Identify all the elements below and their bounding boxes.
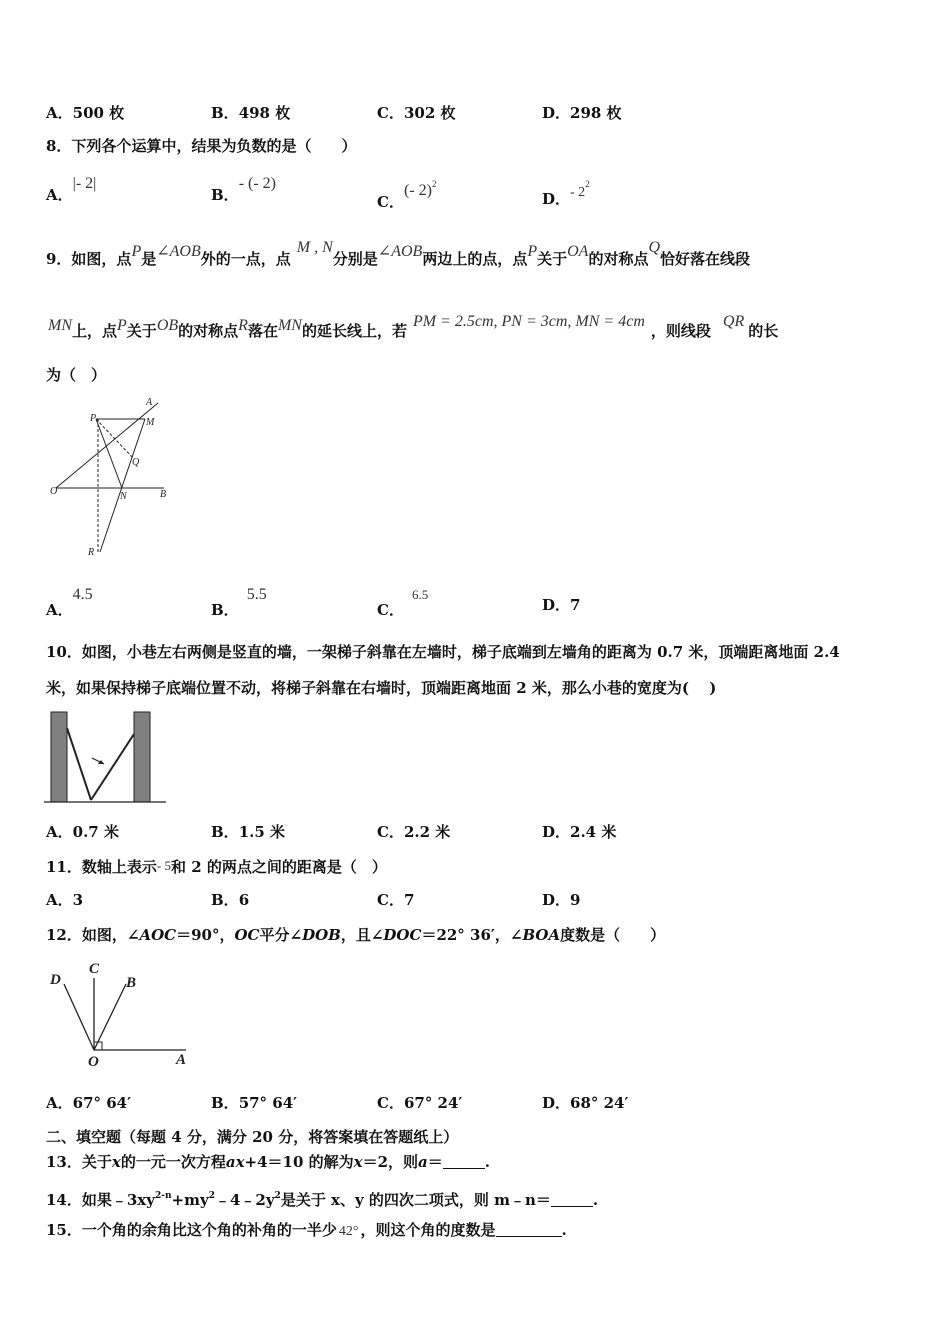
q7-option-d: D．298 枚 [542, 104, 622, 122]
q8-stem: 8．下列各个运算中，结果为负数的是（ ） [46, 137, 357, 155]
q7-option-b: B．498 枚 [211, 104, 291, 122]
label-a: A [176, 1052, 187, 1068]
segment-rm [100, 419, 145, 552]
q11-option-b: B．6 [211, 891, 250, 909]
q8-option-b: B．- (- 2) [211, 175, 276, 204]
q15-answer-blank[interactable] [496, 1222, 562, 1237]
q7-option-a: A．500 枚 [46, 104, 125, 122]
ladder-right [91, 734, 134, 800]
q12-stem: 12．如图，∠AOC＝90°，OC平分∠DOB，且∠DOC＝22° 36′，∠BOA度数是（ ） [46, 926, 666, 944]
q14-answer-blank[interactable] [551, 1192, 593, 1207]
q10-option-c: C．2.2 米 [377, 823, 451, 841]
ray-ob [94, 984, 126, 1050]
label-b: B [126, 975, 137, 991]
label-c: C [89, 961, 100, 977]
q10-option-b: B．1.5 米 [211, 823, 286, 841]
label-q: Q [132, 457, 140, 468]
q13-stem: 13．关于x的一元一次方程ax+4＝10 的解为x＝2，则a＝ . [46, 1153, 490, 1171]
label-n: N [120, 491, 127, 502]
q9-figure [46, 395, 176, 560]
ray-od [64, 984, 94, 1050]
label-p: P [90, 413, 97, 424]
section-2-heading: 二、填空题（每题 4 分，满分 20 分，将答案填在答题纸上） [46, 1128, 459, 1146]
q10-figure [44, 710, 168, 806]
q8-option-d: D．- $2^2$ [542, 179, 590, 208]
label-o: O [50, 486, 58, 497]
q12-option-d: D．68° 24′ [542, 1094, 629, 1112]
q14-stem: 14．如果$﹣3xy^{2-n}+my^2﹣4﹣2y^2$是关于 x、y 的四次二项式，则 m﹣n＝ . [46, 1191, 599, 1209]
q9-line3: 为（ ） [46, 366, 107, 384]
q8-option-a: A．|- 2| [46, 175, 97, 204]
q11-option-d: D．9 [542, 891, 581, 909]
q10-option-d: D．2.4 米 [542, 823, 617, 841]
q10-line2: 米，如果保持梯子底端位置不动，将梯子斜靠在右墙时，顶端距离地面 2 米，那么小巷的宽度为( ) [46, 679, 717, 697]
label-r: R [88, 547, 95, 558]
segment-pq-dashed [96, 419, 134, 459]
q9-line2: MN上，点P关于OB的对称点R落在MN的延长线上，若PM = 2.5cm, PN = 3cm, MN = 4cm，则线段QR的长 [48, 313, 779, 340]
label-a: A [146, 397, 153, 408]
right-wall [134, 712, 150, 802]
ray-oa [56, 403, 158, 488]
q8-option-c: C．(- 2)$^2$ [377, 179, 437, 211]
q11-option-a: A．3 [46, 891, 84, 909]
q10-option-a: A．0.7 米 [46, 823, 119, 841]
label-b: B [160, 489, 167, 500]
q12-option-c: C．67° 24′ [377, 1094, 463, 1112]
left-wall [51, 712, 67, 802]
q11-stem: 11．数轴上表示- 5和 2 的两点之间的距离是（ ） [46, 858, 387, 876]
q9-option-a: A．4.5 [46, 586, 93, 619]
q10-line1: 10．如图，小巷左右两侧是竖直的墙，一架梯子斜靠在左墙时，梯子底端到左墙角的距离为 0.7 米，顶端距离地面 2.4 [46, 643, 840, 661]
q12-option-a: A．67° 64′ [46, 1094, 132, 1112]
q9-line1: 9．如图，点P是∠AOB外的一点，点M , N分别是∠AOB两边上的点，点P关于OA的对称点Q恰好落在线段 [46, 239, 751, 268]
q9-option-d: D．7 [542, 596, 581, 614]
q11-option-c: C．7 [377, 891, 415, 909]
q7-option-c: C．302 枚 [377, 104, 456, 122]
q12-option-b: B．57° 64′ [211, 1094, 298, 1112]
q15-stem: 15．一个角的余角比这个角的补角的一半少 42° ，则这个角的度数是 . [46, 1221, 567, 1239]
q9-option-c: C．6.5 [377, 587, 429, 619]
q9-option-b: B．5.5 [211, 586, 267, 619]
segment-pn [96, 419, 122, 488]
label-o: O [88, 1054, 99, 1070]
q13-answer-blank[interactable] [443, 1154, 485, 1169]
q12-figure [46, 958, 196, 1070]
ladder-left [67, 728, 91, 800]
label-d: D [50, 972, 61, 988]
label-m: M [146, 417, 155, 428]
